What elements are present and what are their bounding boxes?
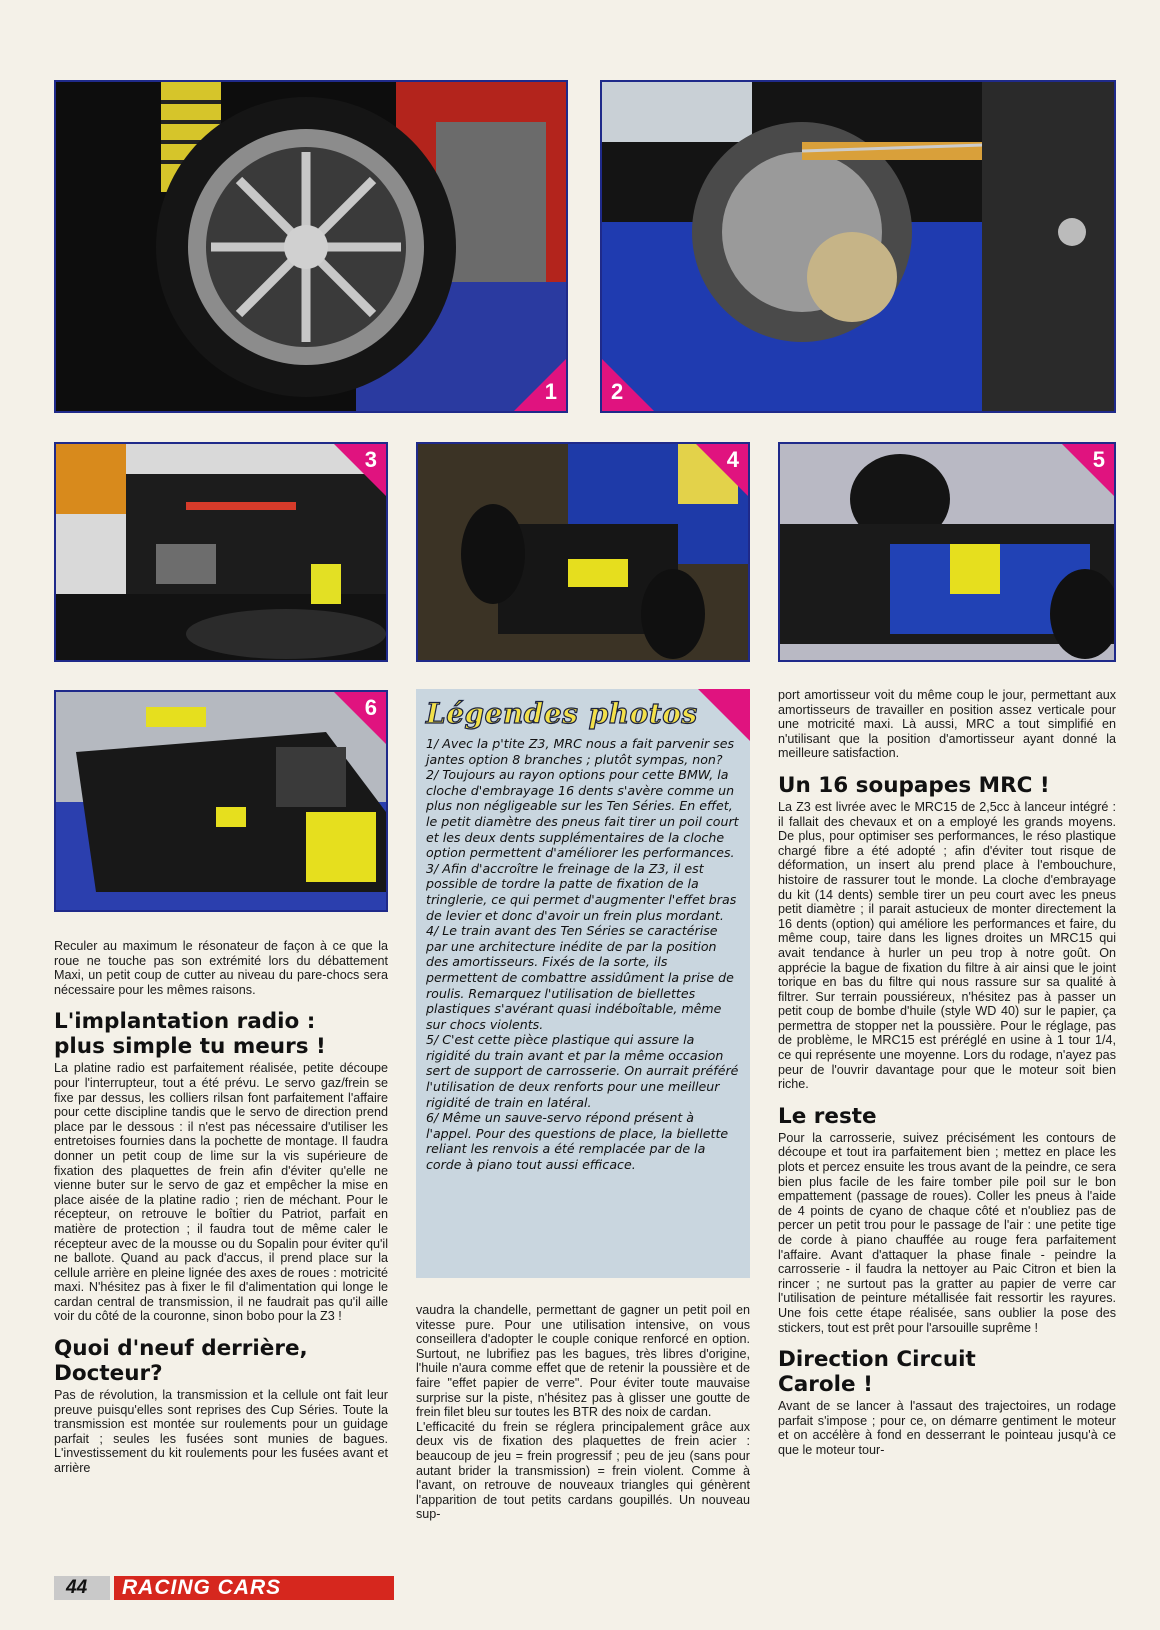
transmission-paragraph: vaudra la chandelle, permettant de gagner un petit poil en vitesse pure. Pour une utilisation intensive, on vous conseillera d'adopter le couple conique renforcé en option. Surtout, ne lubrifiez pas les bagues, très libres d'origine, l'huile n'aura comme effet que de retenir la poussière et de faire "effet papier de verre". Pour éviter toute mauvaise surprise sur la piste, n'hésitez pas à glisser une goutte de frein filet bleu sur toutes les BTR des noix de cardan.: [416, 1303, 750, 1420]
magazine-name: RACING CARS: [114, 1576, 394, 1600]
heading-implantation-radio: L'implantation radio : plus simple tu meurs !: [54, 1009, 326, 1060]
legendes-title: Légendes photos: [426, 697, 698, 730]
intro-paragraph: Reculer au maximum le résonateur de façon à ce que la roue ne touche pas son extrémité lors du débattement Maxi, un petit coup de cutter au niveau du pare-chocs sera nécessaire pour les mêmes raisons.: [54, 939, 388, 997]
carole-paragraph: Avant de se lancer à l'assaut des trajectoires, un rodage parfait s'impose ; pour ce, on démarre gentiment le moteur et on accélère à fond en desserrant le pointeau jusqu'à ce que le moteur tour-: [778, 1399, 1116, 1457]
photo-5: [778, 442, 1116, 662]
corner-triangle: [698, 689, 750, 741]
soupapes-paragraph: La Z3 est livrée avec le MRC15 de 2,5cc à lanceur intégré : il fallait des chevaux et on a employé les grands moyens. De plus, pour optimiser ses performances, le réso plastique chargé fibre a été adopté ; afin d'éviter tout risque de déformation, un insert alu prend place à l'embouchure, histoire de rassurer tout le monde. La cloche d'embrayage du kit (14 dents) semble tirer un peu court avec les pneus petit diamètre ; il parait astucieux de monter directement la 16 dents (option) qui améliore les performances et faire, du même coup, taire dans les lignes droites un MRC15 qui avait tendance à hurler un peu trop à notre goût. On apprécie la bague de fixation du filtre à air ainsi que le joint torique en bas du filtre qui nous rassure sur sa qualité à filtrer. Sur terrain poussiéreux, n'hésitez pas à passer un petit coup de bombe d'huile (style WD 40) sur le papier, ça permettra de stopper net la poussière. Pour le réglage, pas de problème, le MRC15 est préréglé en usine à 1 tour 1/4, ce qui représente une moyenne. Lors du rodage, n'ayez pas peur de l'ouvrir davantage pour que le moteur soit bien riche.: [778, 799, 1116, 1092]
heading-16-soupapes: Un 16 soupapes MRC !: [778, 772, 1050, 798]
column-1: [54, 939, 388, 1476]
page-number: 44: [54, 1576, 110, 1600]
radio-paragraph: La platine radio est parfaitement réalisée, petite découpe pour l'interrupteur, tout a été prévu. Le servo gaz/frein se fixe par dessus, les colliers rilsan font parfaitement l'affaire pour cette discipline tandis que le servo de direction prend place par le dessous : il n'est pas nécessaire d'utiliser les entretoises fournies dans la pochette de montage. Il faudra donner un petit coup de lime sur la vis supérieure de fixation des plaquettes de frein afin d'éviter qu'elle ne vienne buter sur le servo de gaz et empêcher la mise en place aisée de la platine radio ; rien de méchant. Pour le récepteur, on retrouve le boîtier du Patriot, parfait en matière de protection ; il faudra tout de même caler le récepteur avec de la mousse ou du Sopalin pour éviter qu'il ne ballote. Quand au pack d'accus, il prend place sur la cellule arrière en pleine lignée des axes de roues : motricité maxi. N'hésitez pas à fixer le fil d'alimentation qui longe le cardan central de transmission, il ne faudrait pas qu'il aille voir du côté de la couronne, sinon bobo pour la Z3 !: [54, 1061, 388, 1324]
amortisseur-paragraph: port amortisseur voit du même coup le jour, permettant aux amortisseurs de travailler en position assez verticale pour une motricité maxi. Là aussi, MRC a tout simplifié en n'utilisant que la position d'amortisseur ayant donné la meilleure satisfaction.: [778, 688, 1116, 761]
wheel-image: [56, 82, 566, 411]
reste-paragraph: Pour la carrosserie, suivez précisément les contours de découpe et tout ira parfaitement bien ; mettez en place les plots et percez ensuite les trous avant de la peindre, ce sera bien plus facile de les faire tomber pile poil sur le bon empattement (passage de roues). Coller les pneus à l'aide de 4 points de cyano de chaque côté et n'oubliez pas de percer un petit trou pour le passage de l'air : une petite tige de corde à piano chauffée au rouge fera parfaitement l'affaire. Avant d'attaquer la phase finale - peindre la carrosserie - il faudra la nettoyer au Paic Citron et bien la rincer ; ne surtout pas la gratter au papier de verre car l'utilisation de peinture métallisée fait ressortir les rayures. Une fois cette étape réalisée, sans oublier la pose des stickers, tout est prêt pour l'arsouille suprême !: [778, 1130, 1116, 1335]
clutch-image: [602, 82, 1114, 411]
photo-number-badge: [696, 444, 748, 496]
photo-4: [416, 442, 750, 662]
photo-3: [54, 442, 388, 662]
photo-number: 3: [364, 447, 377, 472]
photo-2: [600, 80, 1116, 413]
photo-number-badge: [334, 692, 386, 744]
photo-6: [54, 690, 388, 912]
legendes-photos-box: [416, 689, 750, 1278]
heading-le-reste: Le reste: [778, 1103, 877, 1129]
frein-paragraph: L'efficacité du frein se réglera principalement grâce aux deux vis de fixation des plaquettes de frein acier : beaucoup de jeu = frein progressif ; peu de jeu (sans pour autant brider la transmission) = frein violent. Comme à l'avant, on retrouve de nouveaux triangles qui génèrent l'apparition de tout petits cardans goupillés. Un nouveau sup-: [416, 1419, 750, 1522]
legend-item: 4/ Le train avant des Ten Séries se caractérise par une architecture inédite de par la position des amortisseurs. Fixés de la sorte, ils permettent de combattre assidûment la prise de roulis. Remarquez l'utilisation de biellettes plastiques s'avérant quasi indéboîtable, même sur chocs violents.: [426, 923, 734, 1032]
photo-number: 2: [611, 379, 624, 404]
legend-item: 6/ Même un sauve-servo répond présent à l'appel. Pour des questions de place, la biellette reliant les renvois a été remplacée par de la corde à piano tout aussi efficace.: [426, 1110, 729, 1173]
photo-number-badge: [1062, 444, 1114, 496]
legend-item: 3/ Afin d'accroître le freinage de la Z3, il est possible de tordre la patte de fixation de la tringlerie, ce qui permet d'augmenter l'effet bras de levier et donc d'avoir un frein plus mordant.: [426, 860, 737, 923]
legend-item: 1/ Avec la p'tite Z3, MRC nous a fait parvenir ses jantes option 8 branches ; plutôt sympas, non?: [426, 736, 735, 767]
photo-number-badge: [334, 444, 386, 496]
docteur-paragraph: Pas de révolution, la transmission et la cellule ont fait leur preuve puisqu'elles sont reprises des Cup Séries. Toute la transmission est montée sur roulements pour un guidage parfait ; seules les fusées sont munies de bagues. L'investissement du kit roulements pour les fusées avant et arrière: [54, 1388, 388, 1476]
photo-number: 5: [1092, 447, 1105, 472]
column-3: [778, 688, 1116, 1458]
photo-number: 4: [726, 447, 739, 472]
legend-item: 2/ Toujours au rayon options pour cette BMW, la cloche d'embrayage 16 dents s'avère comme un plus non négligeable sur les Ten Séries. En effet, le petit diamètre des pneus fait tirer un poil court et les deux dents supplémentaires de la cloche option permettent d'améliorer les performances.: [426, 767, 739, 861]
photo-number: 1: [544, 379, 557, 404]
heading-direction-carole: Direction Circuit Carole !: [778, 1347, 976, 1398]
photo-number-badge: [602, 359, 654, 411]
photo-number: 6: [364, 695, 377, 720]
column-2: [416, 1303, 750, 1522]
photo-number-badge: [514, 359, 566, 411]
legend-item: 5/ C'est cette pièce plastique qui assure la rigidité du train avant et par la même occasion sert de support de carrosserie. On aurrait préféré l'utilisation de deux renforts pour une meilleur rigidité de train en latéral.: [426, 1032, 739, 1110]
photo-1: [54, 80, 568, 413]
heading-quoi-neuf: Quoi d'neuf derrière, Docteur?: [54, 1336, 308, 1387]
